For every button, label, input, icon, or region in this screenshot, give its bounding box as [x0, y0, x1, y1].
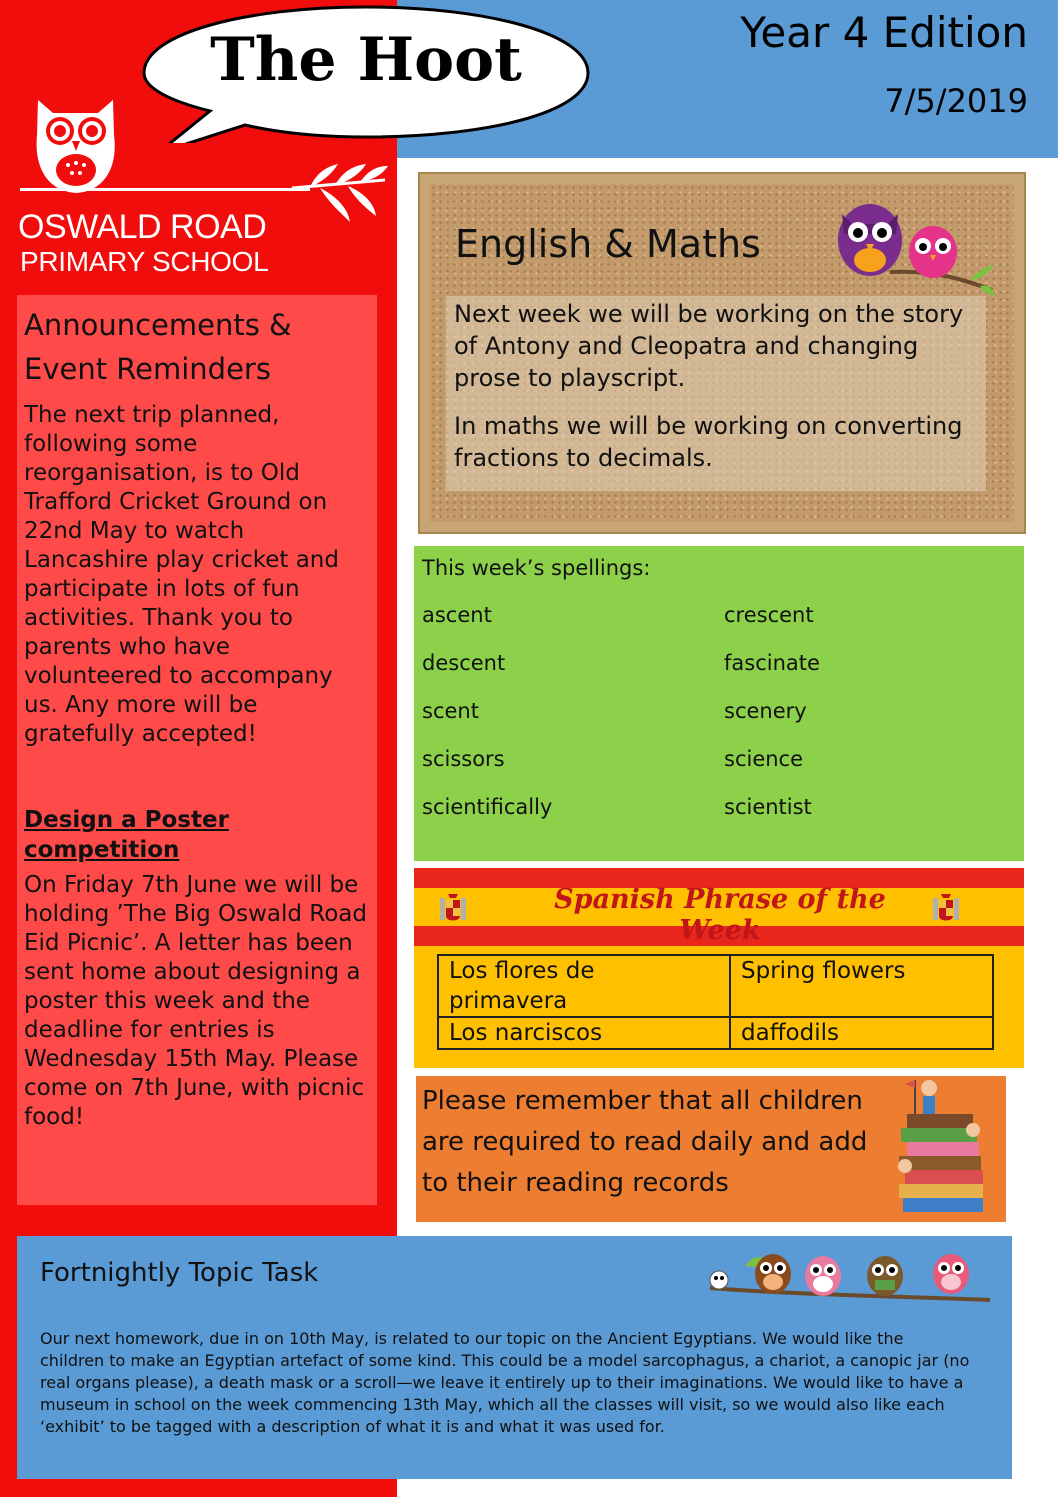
english-translation: Spring flowers — [730, 955, 993, 1017]
logo-divider — [20, 188, 310, 191]
spelling-word: scientist — [724, 795, 812, 819]
spelling-word: scent — [422, 699, 479, 723]
book-stack-icon — [885, 1070, 995, 1220]
spanish-phrase: Los narciscos — [438, 1017, 730, 1049]
spelling-word: ascent — [422, 603, 492, 627]
newsletter-title: The Hoot — [210, 25, 522, 95]
spelling-word: scissors — [422, 747, 505, 771]
spanish-crest-icon — [931, 892, 961, 926]
english-maths-title: English & Maths — [455, 222, 761, 266]
topic-task-text: Our next homework, due in on 10th May, is related to our topic on the Ancient Egyptians. We would like the children to make an Egyptian artefact of some kind. This could be a model sarcophagus, a chariot, a canopic jar (no real organs please), a death mask or a scroll—we leave it entirely up to their imaginations. We would like to have a museum in school on the week commencing 13th May, which all the classes will visit, so we would also like each ‘exhibit’ to be tagged with a description of what it is and what it was used for. — [40, 1329, 970, 1436]
spellings-title: This week’s spellings: — [422, 556, 651, 580]
edition-label: Year 4 Edition — [740, 8, 1028, 57]
reading-reminder-text: Please remember that all children are required to read daily and add to their reading records — [422, 1086, 868, 1198]
announcements-title-line1: Announcements & — [24, 308, 292, 342]
spelling-word: science — [724, 747, 804, 771]
spelling-word: fascinate — [724, 651, 820, 675]
table-row — [438, 955, 993, 1017]
school-name-line2: PRIMARY SCHOOL — [20, 246, 269, 277]
english-maths-note — [446, 296, 986, 491]
spanish-phrase-title: Spanish Phrase of the Week — [554, 884, 886, 946]
announcements-title-line2: Event Reminders — [24, 352, 271, 386]
announcements-title — [24, 303, 371, 391]
announcements-panel — [17, 295, 377, 1205]
leaf-branch-icon — [290, 160, 390, 230]
topic-task-title: Fortnightly Topic Task — [40, 1258, 319, 1288]
poster-competition-text: On Friday 7th June we will be holding ’The Big Oswald Road Eid Picnic’. A letter has been sent home about designing a poster this week and the deadline for entries is Wednesday 15th May. Please come on 7th June, with picnic food! — [24, 872, 368, 1130]
phrase-table — [437, 954, 994, 1050]
school-name-line1: OSWALD ROAD — [18, 208, 267, 246]
trip-announcement: The next trip planned, following some reorganisation, is to Old Trafford Cricket Ground on 22nd May to watch Lancashire play cricket and participate in lots of fun activities. Thank you to parents who have volunteered to accompany us. Any more will be gratefully accepted! — [24, 402, 339, 747]
english-plan-text: Next week we will be working on the story of Antony and Cleopatra and changing prose to playscript. — [454, 300, 964, 392]
owl-family-branch-icon — [705, 1246, 995, 1306]
spanish-phrase: Los flores de primavera — [438, 955, 730, 1017]
spelling-word: descent — [422, 651, 506, 675]
poster-competition-title: Design a Poster competition — [24, 807, 229, 863]
english-translation: daffodils — [730, 1017, 993, 1049]
spelling-word: crescent — [724, 603, 814, 627]
spanish-crest-icon — [438, 892, 468, 926]
owls-on-branch-icon — [830, 200, 995, 300]
table-row — [438, 1017, 993, 1049]
maths-plan-text: In maths we will be working on converting fractions to decimals. — [454, 412, 963, 472]
spelling-word: scenery — [724, 699, 807, 723]
spelling-word: scientifically — [422, 795, 553, 819]
edition-date: 7/5/2019 — [884, 82, 1028, 120]
